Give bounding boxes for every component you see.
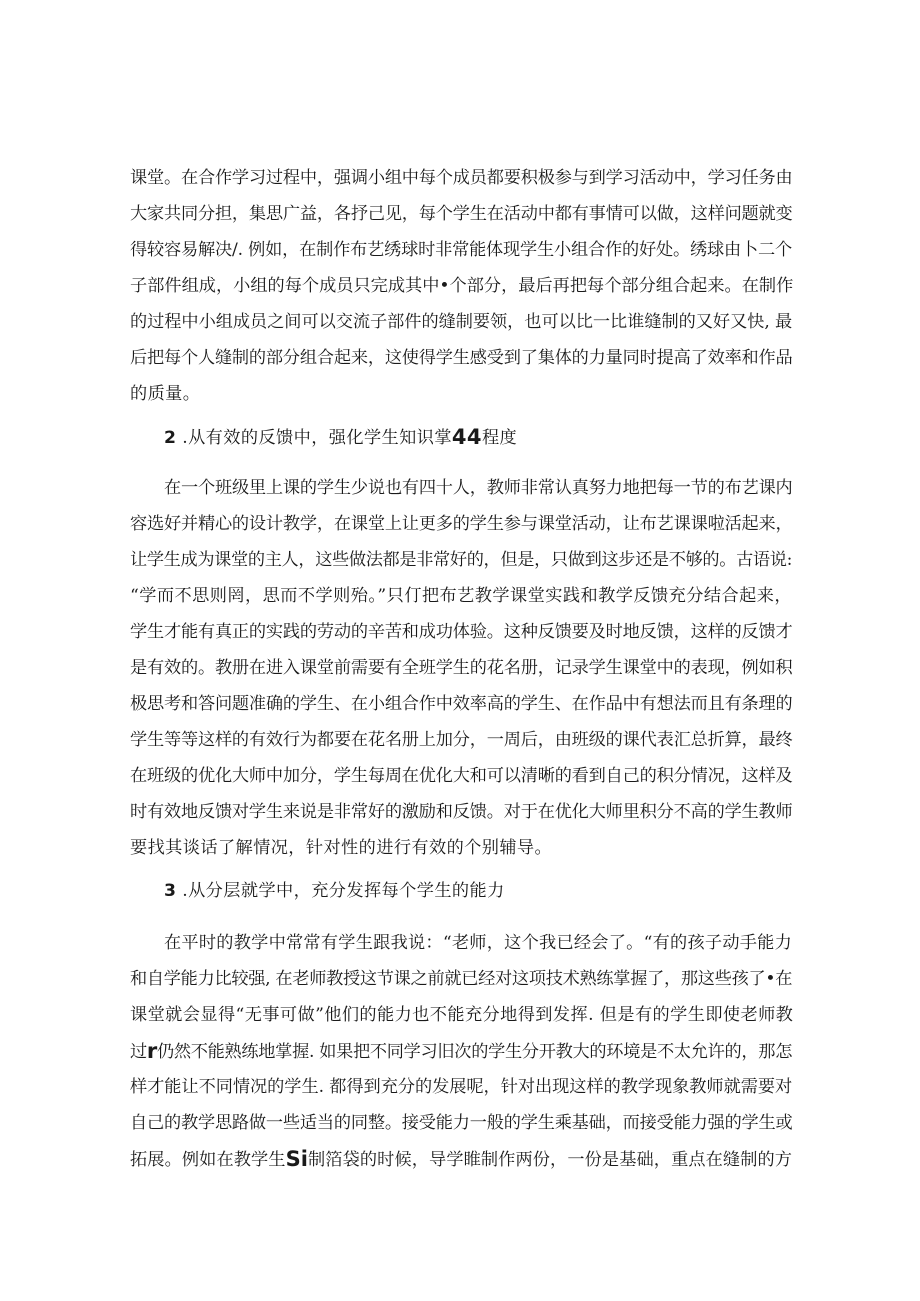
paragraph-3-line: 和自学能力比较强, 在老师教授这节课之前就已经对这项技术熟练掌握了，那这些孩了•在 xyxy=(130,969,792,989)
paragraph-3-line: 样才能让不同情况的学生. 都得到充分的发展呢，针对出现这样的教学现象教师就需要对 xyxy=(130,1077,792,1097)
paragraph-1-line: 得较容易解决/. 例如，在制作布艺绣球时非常能体现学生小组合作的好处。绣球由卜二个 xyxy=(130,240,792,260)
paragraph-2-line: 容选好并精心的设计教学，在课堂上让更多的学生参与课堂活动，让布艺课课啦活起来， xyxy=(130,514,793,534)
paragraph-2-line: 学生才能有真正的实践的劳动的辛苦和成功体验。这种反馈要及时地反馈，这样的反馈才 xyxy=(130,622,793,642)
paragraph-2-line: 要找其谈话了解情况，针对性的进行有效的个别辅导。 xyxy=(130,838,553,858)
garbled-glyph: Si xyxy=(285,1147,308,1171)
paragraph-2-line: “学而不思则罔，思而不学则殆。”只仃把布艺教学课堂实践和教学反馈充分结合起来， xyxy=(130,586,792,606)
paragraph-2-line: 是有效的。教册在进入课堂前需要有全班学生的花名册，记录学生课堂中的表现，例如积 xyxy=(130,658,793,678)
paragraph-1-line: 的质量。 xyxy=(130,384,201,404)
paragraph-3-line xyxy=(130,1039,792,1063)
line-text-part: 拓展。例如在教学生 xyxy=(130,1150,286,1170)
section-heading-2 xyxy=(164,425,517,449)
garbled-glyph: r xyxy=(146,1039,157,1063)
section-title: .从分层就学中，充分发挥每个学生的能力 xyxy=(182,881,505,901)
section-number: 3 xyxy=(164,881,177,901)
paragraph-1-line: 的过程中小组成员之间可以交流子部件的缝制要领，也可以比一比谁缝制的又好又快, 最 xyxy=(130,312,792,332)
paragraph-2-line: 学生等等这样的有效行为都要在花名册上加分，一周后，由班级的课代表汇总折算，最终 xyxy=(130,730,793,750)
section-heading-3 xyxy=(164,879,505,903)
section-number: 2 xyxy=(164,428,177,448)
paragraph-1-line: 子部件组成，小组的每个成员只完成其中•个部分，最后再把每个部分组合起来。在制作 xyxy=(130,276,794,296)
paragraph-2-line: 极思考和答问题准确的学生、在小组合作中效率高的学生、在作品中有想法而且有条理的 xyxy=(130,694,793,714)
line-text-part: 过 xyxy=(130,1042,147,1062)
paragraph-3-line: 自己的教学思路做一些适当的同整。接受能力一般的学生乘基础，而接受能力强的学生或 xyxy=(130,1113,793,1133)
paragraph-3-line xyxy=(130,1147,792,1171)
paragraph-3-line: 课堂就会显得“无事可做”他们的能力也不能充分地得到发挥. 但是有的学生即使老师教 xyxy=(130,1005,794,1025)
paragraph-1-line: 课堂。在合作学习过程中，强调小组中每个成员都要积极参与到学习活动中，学习任务由 xyxy=(130,168,793,188)
section-title-part: 程度 xyxy=(481,428,518,448)
section-title-garbled-glyph: 44 xyxy=(451,425,482,449)
paragraph-2-line: 在一个班级里上课的学生少说也有四十人，教师非常认真努力地把每一节的布艺课内 xyxy=(164,478,793,498)
paragraph-3-line: 在平时的教学中常常有学生跟我说：“老师，这个我已经会了。“有的孩子动手能力 xyxy=(164,933,792,953)
line-text-part: 制箔袋的时候，导学睢制作两份，一份是基础，重点在缝制的方 xyxy=(307,1150,792,1170)
paragraph-2-line: 时有效地反馈对学生来说是非常好的激励和反馈。对于在优化大师里积分不高的学生教师 xyxy=(130,802,793,822)
paragraph-1-line: 后把每个人缝制的部分组合起来，这使得学生感受到了集体的力量同时提高了效率和作品 xyxy=(130,348,793,368)
section-title-part: .从有效的反馈中，强化学生知识掌 xyxy=(182,428,452,448)
paragraph-2-line: 在班级的优化大师中加分，学生每周在优化大和可以清晰的看到自己的积分情况，这样及 xyxy=(130,766,793,786)
paragraph-1-line: 大家共同分担，集思广益，各抒己见，每个学生在活动中都有事情可以做，这样问题就变 xyxy=(130,204,793,224)
line-text-part: 仍然不能熟练地掌握. 如果把不同学习旧次的学生分开教大的环境是不太允许的，那怎 xyxy=(156,1042,792,1062)
paragraph-2-line: 让学生成为课堂的主人，这些做法都是非常好的，但是，只做到这步还是不够的。古语说: xyxy=(130,550,792,570)
